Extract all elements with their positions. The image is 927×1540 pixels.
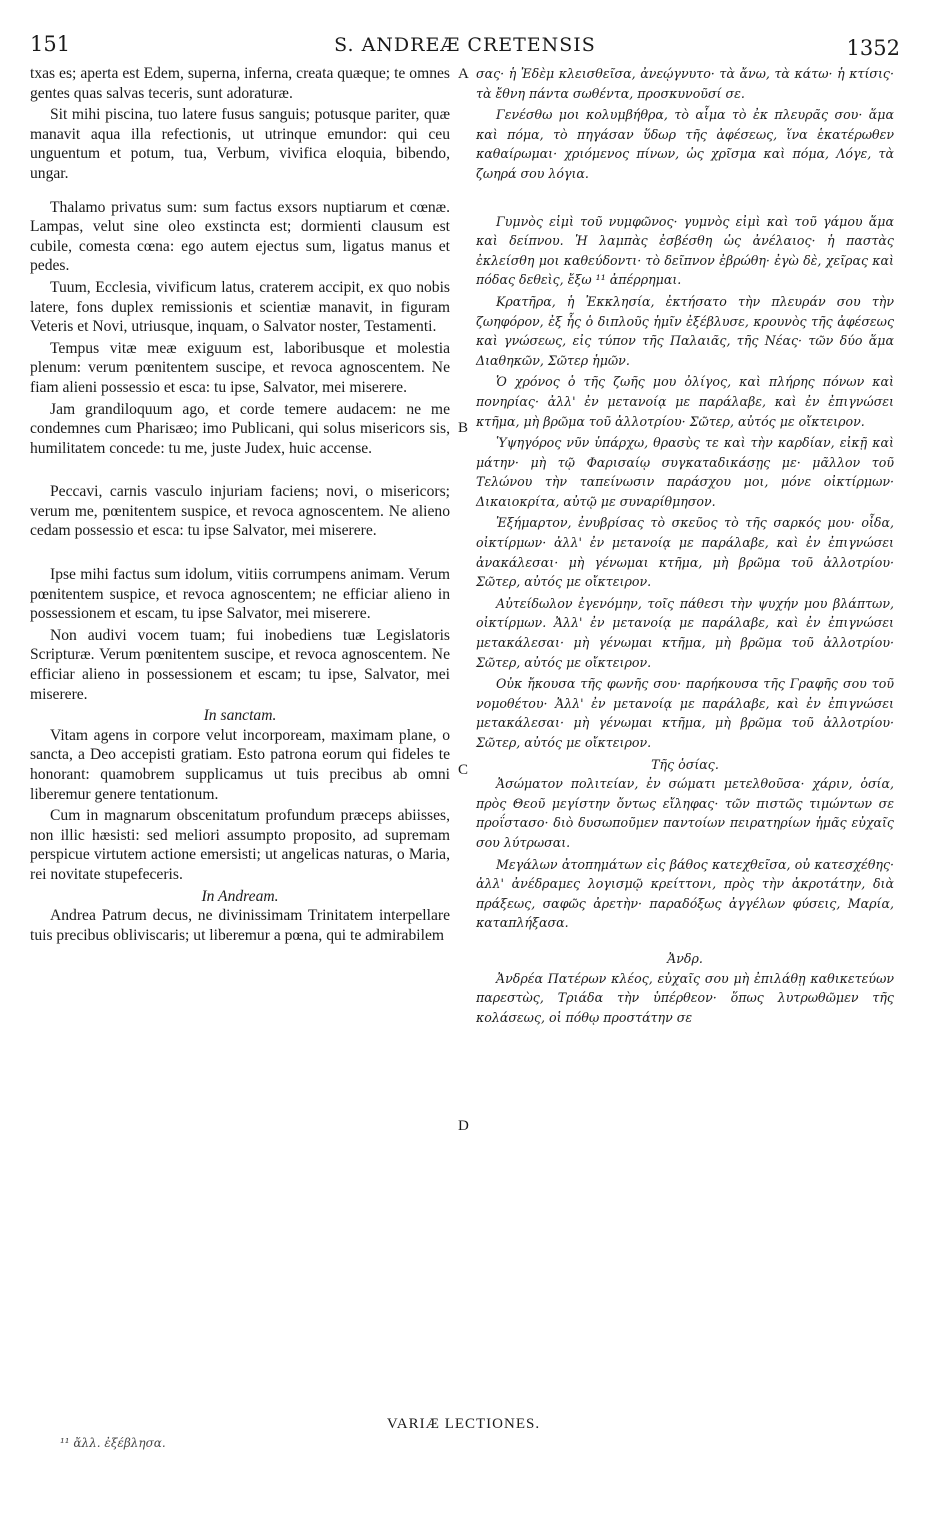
latin-heading-in-sanctam: In sanctam. (203, 707, 277, 725)
latin-paragraph: Ipse mihi factus sum idolum, vitiis corrumpens animam. Verum pœnitentem suspice, et revoca agnoscentem; ne efficiar alieno in possessionem et escam, tu ipse Salvator, mei miserere. (30, 566, 450, 623)
running-title: S. ANDREÆ CRETENSIS (334, 34, 596, 56)
greek-paragraph: Γυμνὸς εἰμὶ τοῦ νυμφῶνος· γυμνὸς εἰμὶ καὶ τοῦ γάμου ἅμα καὶ δείπνου. Ἡ λαμπὰς ἐσβέσθη ὡς ἀνέλαιος· ἡ παστὰς ἐκλείσθη μοι καθεύδοντι· τὸ δεῖπνον ἐβρώθη· ἐγὼ δὲ, χεῖρας καὶ πόδας δεθεὶς, ἔξω ¹¹ ἀπέρρημαι. (476, 213, 894, 288)
latin-heading-in-andream: In Andream. (201, 887, 279, 905)
latin-paragraph: Vitam agens in corpore velut incorpoream, maximam plane, o sancta, a Deo accepisti gratiam. Esto patrona eorum qui fideles te honorant: quamobrem supplicamus ut tuis precibus ab omni liberemur genere tentationum. (30, 726, 450, 803)
latin-paragraph: Jam grandiloquum ago, et corde temere audacem: ne me condemnes cum Pharisæo; imo Publicani, qui solus misericors sis, humilitatem concede: tu me, juste Judex, huic accense. (30, 400, 450, 457)
variae-lectiones-title: VARIÆ LECTIONES. (386, 1416, 541, 1432)
latin-paragraph: Andrea Patrum decus, ne divinissimam Trinitatem interpellare tuis precibus obliviscaris; ut liberemur a pœna, qui te admirabilem (30, 907, 450, 944)
latin-paragraph: Sit mihi piscina, tuo latere fusus sanguis; potusque pariter, quæ manavit aqua illa refectionis, ut utrinque emundor: qui ceu unguentum et potum, tua, Verbum, vivifica eloquia, bibendo, ungar. (30, 106, 450, 182)
greek-paragraph: Ὁ χρόνος ὁ τῆς ζωῆς μου ὀλίγος, καὶ πλήρης πόνων καὶ πονηρίας· ἀλλ' ἐν μετανοίᾳ με παράλαβε, καὶ ἐν ἐπιγνώσει κτῆμα, μὴ βρῶμα τοῦ ἀλλοτρίου· Σῶτερ, αὐτός με οἴκτειρον. (476, 374, 894, 429)
margin-marker-d: D (458, 1118, 469, 1134)
page-number-left: 151 (30, 32, 71, 56)
greek-paragraph: Ἐξήμαρτον, ἐνυβρίσας τὸ σκεῦος τὸ τῆς σαρκός μου· οἶδα, οἰκτίρμων· ἀλλ' ἐν μετανοίᾳ με παράλαβε, καὶ ἐν ἐπιγνώσει ἀνακάλεσαι· μὴ γένωμαι κτῆμα, μὴ βρῶμα τοῦ ἀλλοτρίου· Σῶτερ, αὐτός με οἴκτειρον. (476, 515, 894, 590)
greek-paragraph: Γενέσθω μοι κολυμβήθρα, τὸ αἷμα τὸ ἐκ πλευρᾶς σου· ἅμα καὶ πόμα, τὸ πηγάσαν ὕδωρ τῆς ἀφέσεως, ἵνα ἑκατέρωθεν καθαίρωμαι· χριόμενος πίνων, ὡς χρῖσμα καὶ πόμα, Λόγε, τὰ ζωηρά σου λόγια. (476, 107, 894, 181)
greek-paragraph: Ἀσώματον πολιτείαν, ἐν σώματι μετελθοῦσα· χάριν, ὁσία, πρὸς Θεοῦ μεγίστην ὄντως εἴληφας· τῶν πιστῶς τιμώντων σε προΐστασο· διὸ δυσωποῦμεν παντοίων πειρατηρίων ἡμᾶς εὐχαῖς σου λύτρωσαι. (476, 776, 894, 850)
greek-column (476, 64, 894, 1029)
page-header (30, 32, 900, 62)
margin-marker-b: B (458, 420, 469, 436)
greek-heading-andr: Ἀνδρ. (667, 950, 703, 966)
greek-paragraph: Ὑψηγόρος νῦν ὑπάρχω, θρασὺς τε καὶ τὴν καρδίαν, εἰκῇ καὶ μάτην· μὴ τῷ Φαρισαίῳ συγκαταδικάσῃς με· μᾶλλον τοῦ Τελώνου τὴν ταπείνωσιν παράσχου μοι, μόνε οἰκτίρμων· Δικαιοκρίτα, αὐτῷ με συναρίθμησον. (476, 435, 894, 509)
greek-paragraph: Μεγάλων ἀτοπημάτων εἰς βάθος κατεχθεῖσα, οὐ κατεσχέθης· ἀλλ' ἀνέδραμες λογισμῷ κρείττονι, πρὸς τὴν ἀκροτάτην, διὰ πράξεως, σαφῶς ἀρετὴν· παραδόξως ἀγγέλων φύσεις, Μαρία, καταπλήξασα. (476, 856, 894, 931)
greek-paragraph: Ἀνδρέα Πατέρων κλέος, εὐχαῖς σου μὴ ἐπιλάθῃ καθικετεύων παρεστὼς, Τριάδα τὴν ὑπέρθεον· ὅπως λυτρωθῶμεν τῆς κολάσεως, οἱ πόθῳ προστάτην σε (476, 970, 894, 1025)
page-number-right: 1352 (846, 36, 900, 60)
margin-marker-a: A (458, 66, 469, 82)
greek-paragraph: Κρατῆρα, ἡ Ἐκκλησία, ἐκτήσατο τὴν πλευράν σου τὴν ζωηφόρον, ἐξ ἧς ὁ διπλοῦς ἡμῖν ἐξέβλυσε, κρουνὸς τῆς ἀφέσεως καὶ γνώσεως, εἰς τύπον τῆς Παλαιᾶς, τῆς Νέας· τῶν δύο ἅμα Διαθηκῶν, Σῶτερ ἡμῶν. (476, 293, 894, 368)
greek-heading-tes-osias: Τῆς ὁσίας. (651, 756, 719, 772)
latin-paragraph: txas es; aperta est Edem, superna, inferna, creata quæque; te omnes gentes quas salvas teceris, sunt adoraturæ. (30, 65, 450, 102)
greek-paragraph: Αὐτείδωλον ἐγενόμην, τοῖς πάθεσι τὴν ψυχήν μου βλάπτων, οἰκτίρμων. Ἀλλ' ἐν μετανοίᾳ με παράλαβε, καὶ ἐν ἐπιγνώσει μετακάλεσαι· μὴ γένωμαι κτῆμα, μὴ βρῶμα τοῦ ἀλλοτρίου· Σῶτερ, αὐτός με οἴκτειρον. (476, 595, 894, 670)
latin-paragraph: Thalamo privatus sum: sum factus exsors nuptiarum et cœnæ. Lampas, velut sine oleo exstincta est; dormienti clausum est cubile, comesta cœna: ego autem ejectus sum, ligatus manus et pedes. (30, 198, 450, 275)
latin-column (30, 64, 450, 947)
latin-paragraph: Peccavi, carnis vasculo injuriam faciens; novi, o misericors; verum me, pœnitentem suspice, et revoca agnoscentem. Ne alieno cedam possessio et esca: tu ipse Salvator, mei miserere. (30, 483, 450, 540)
footnote: ¹¹ ἄλλ. ἐξέβλησα. (60, 1436, 166, 1450)
greek-paragraph: Οὐκ ἤκουσα τῆς φωνῆς σου· παρήκουσα τῆς Γραφῆς σου τοῦ νομοθέτου· Ἀλλ' ἐν μετανοίᾳ με παράλαβε, καὶ ἐν ἐπιγνώσει μετακάλεσαι· μὴ γένωμαι κτῆμα, μὴ βρῶμα τοῦ ἀλλοτρίου· Σῶτερ, αὐτός με οἴκτειρον. (476, 676, 894, 750)
margin-marker-c: C (458, 762, 469, 778)
latin-paragraph: Tempus vitæ meæ exiguum est, laboribusque et molestia plenum: verum pœnitentem suscipe, et revoca agnoscentem. Ne fiam alieni possessio et esca: tu ipse, Salvator, mei miserere. (30, 339, 450, 396)
latin-paragraph: Tuum, Ecclesia, vivificum latus, craterem accipit, ex quo nobis latere, fons duplex remissionis et scientiæ manavit, in figuram Veteris et Novi, utriusque, inquam, o Salvator noster, Testamenti. (30, 278, 450, 336)
latin-paragraph: Non audivi vocem tuam; fui inobediens tuæ Legislatoris Scripturæ. Verum pœnitentem suscipe, et revoca agnoscentem. Ne efficiar alieno in possessionem et escam; tu ipse, Salvator, mei miserere. (30, 626, 450, 703)
latin-paragraph: Cum in magnarum obscenitatum profundum præceps abiisses, non illic hæsisti: sed meliori assumpto proposito, ad supremam perspicue virtutem actione emersisti; ut angelicas naturas, o Maria, rei novitate stupefeceris. (30, 807, 450, 883)
greek-paragraph: σας· ἡ Ἐδὲμ κλεισθεῖσα, ἀνεῴγνυτο· τὰ ἄνω, τὰ κάτω· ἡ κτίσις· τὰ ἔθνη πάντα σωθέντα, προσκυνοῦσί σε. (476, 66, 894, 101)
